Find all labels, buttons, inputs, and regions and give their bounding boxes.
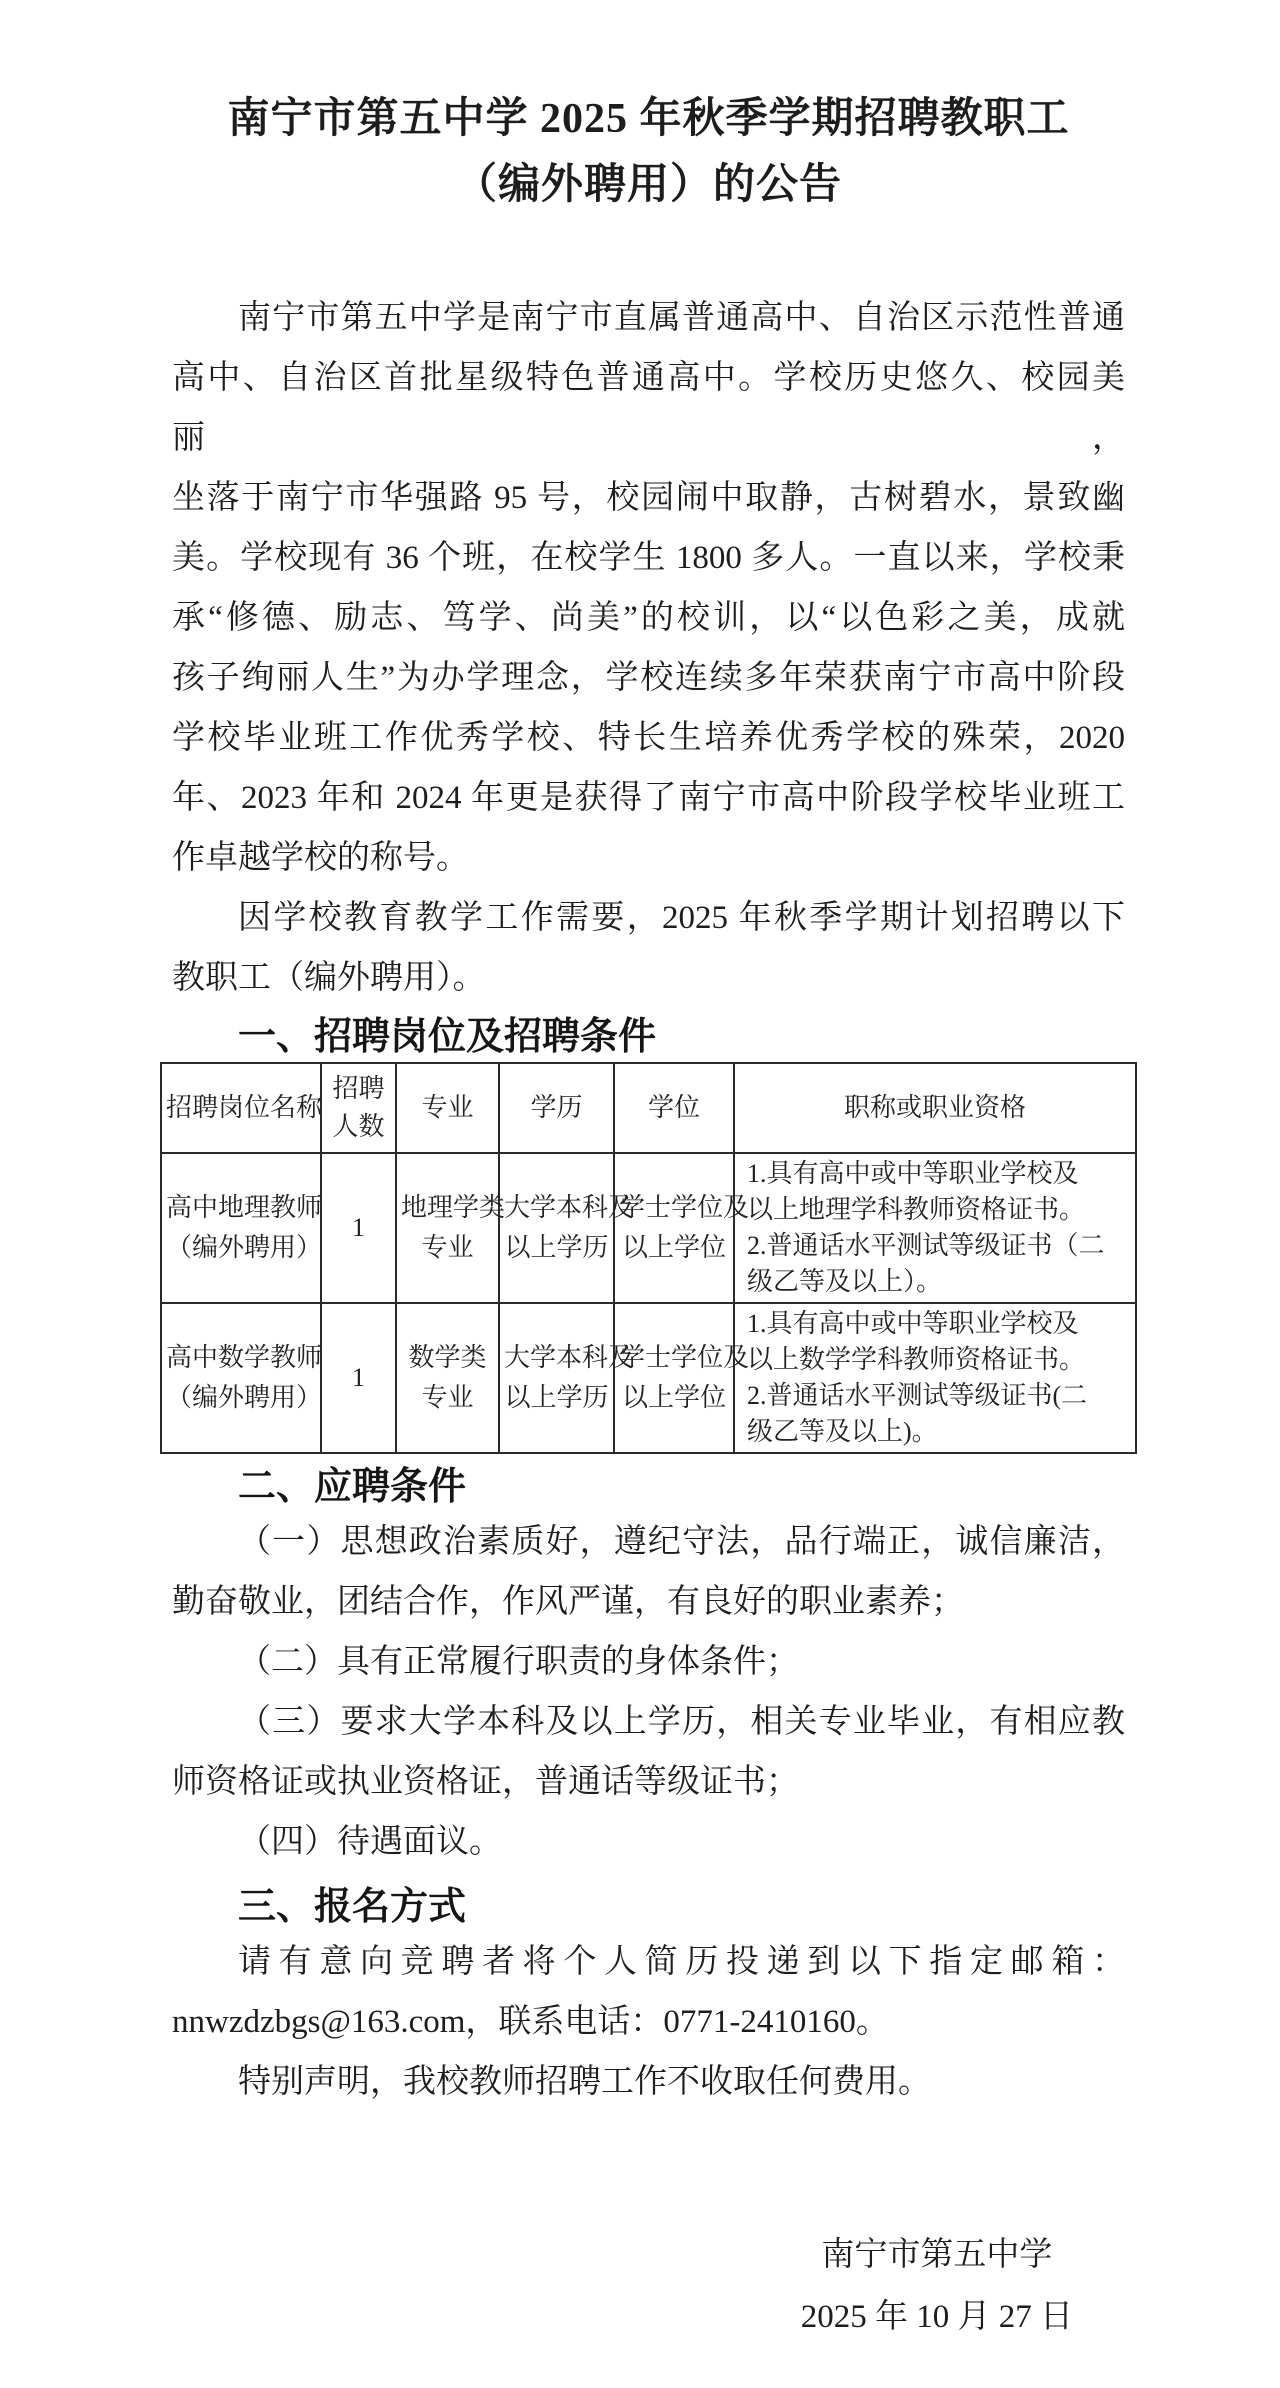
title-line-2: （编外聘用）的公告 bbox=[454, 162, 842, 208]
cell-position-name bbox=[161, 1153, 321, 1303]
text-line: 师资格证或执业资格证，普通话等级证书； bbox=[172, 1764, 799, 1800]
text-line: 因学校教育教学工作需要，2025 年秋季学期计划招聘以下 bbox=[238, 900, 1125, 936]
col-header-degree bbox=[614, 1063, 734, 1153]
text-line: 以上学位 bbox=[621, 1383, 726, 1412]
cell-degree bbox=[614, 1153, 750, 1303]
page-title bbox=[172, 86, 1125, 218]
text-line: nnwzdzbgs@163.com，联系电话：0771-2410160。 bbox=[172, 2004, 889, 2040]
text-line: 以上学历 bbox=[504, 1383, 609, 1412]
text-line: 专业 bbox=[421, 1383, 474, 1412]
col-header-headcount bbox=[321, 1063, 396, 1153]
section1-heading: 一、招聘岗位及招聘条件 bbox=[238, 1016, 657, 1058]
text-line: （编外聘用） bbox=[166, 1233, 323, 1262]
intro-paragraph-1 bbox=[172, 288, 1125, 888]
text-line: （二）具有正常履行职责的身体条件； bbox=[238, 1644, 799, 1680]
cell-education bbox=[499, 1153, 635, 1303]
text-line: 特别声明，我校教师招聘工作不收取任何费用。 bbox=[238, 2064, 931, 2100]
text-line: 承“修德、励志、笃学、尚美”的校训，以“以色彩之美，成就 bbox=[172, 600, 1125, 636]
signature-date: 2025 年 10 月 27 日 bbox=[800, 2299, 1073, 2335]
text-line: 学历 bbox=[530, 1093, 583, 1122]
cell-major bbox=[396, 1153, 506, 1303]
col-header-education bbox=[499, 1063, 614, 1153]
text-line: 学士学位及 bbox=[619, 1193, 750, 1222]
table-row-geography-teacher bbox=[161, 1153, 1136, 1303]
signature-organization: 南宁市第五中学 bbox=[821, 2237, 1053, 2273]
table-header-row bbox=[161, 1063, 1136, 1153]
disclaimer-paragraph bbox=[172, 2052, 1125, 2112]
intro-paragraph-2 bbox=[172, 888, 1125, 1008]
col-header-position-name bbox=[161, 1063, 321, 1153]
text-line: 级乙等及以上)。 bbox=[747, 1417, 938, 1446]
text-line: 孩子绚丽人生”为办学理念，学校连续多年荣获南宁市高中阶段 bbox=[172, 660, 1125, 696]
text-line: 美。学校现有 36 个班，在校学生 1800 多人。一直以来，学校秉 bbox=[172, 540, 1125, 576]
text-line: 学校毕业班工作优秀学校、特长生培养优秀学校的殊荣，2020 bbox=[172, 720, 1125, 756]
text-line: 2.普通话水平测试等级证书(二 bbox=[747, 1381, 1088, 1410]
text-line: 1.具有高中或中等职业学校及 bbox=[747, 1159, 1079, 1188]
title-line-1: 南宁市第五中学 2025 年秋季学期招聘教职工 bbox=[227, 96, 1070, 142]
section2-heading: 二、应聘条件 bbox=[238, 1466, 467, 1508]
text-line: 以上学位 bbox=[621, 1233, 726, 1262]
text-line: 1.具有高中或中等职业学校及 bbox=[747, 1309, 1079, 1338]
text-line: 高中地理教师 bbox=[166, 1193, 323, 1222]
text-line: 大学本科及 bbox=[504, 1343, 635, 1372]
cell-degree bbox=[614, 1303, 750, 1453]
col-header-qualification bbox=[734, 1063, 1136, 1153]
condition-item-1 bbox=[172, 1512, 1125, 1632]
condition-item-3 bbox=[172, 1692, 1125, 1812]
text-line: （三）要求大学本科及以上学历，相关专业毕业，有相应教 bbox=[238, 1704, 1125, 1740]
recruitment-table bbox=[160, 1062, 1137, 1454]
text-line: 以上学历 bbox=[504, 1233, 609, 1262]
text-line: 招聘 bbox=[332, 1074, 385, 1103]
col-header-major bbox=[396, 1063, 499, 1153]
cell-major bbox=[396, 1303, 499, 1453]
text-line: 学士学位及 bbox=[619, 1343, 750, 1372]
condition-item-4 bbox=[172, 1812, 1125, 1872]
text-line: 坐落于南宁市华强路 95 号，校园闹中取静，古树碧水，景致幽 bbox=[172, 480, 1125, 516]
text-line: 南宁市第五中学是南宁市直属普通高中、自治区示范性普通 bbox=[238, 300, 1125, 336]
condition-item-2 bbox=[172, 1632, 1125, 1692]
text-line: 专业 bbox=[421, 1233, 474, 1262]
text-line: 作卓越学校的称号。 bbox=[172, 840, 469, 876]
section3-heading: 三、报名方式 bbox=[238, 1886, 467, 1928]
text-line: （一）思想政治素质好，遵纪守法，品行端正，诚信廉洁， bbox=[238, 1524, 1125, 1560]
text-line: 数学类 bbox=[408, 1343, 487, 1372]
text-line: 年、2023 年和 2024 年更是获得了南宁市高中阶段学校毕业班工 bbox=[172, 780, 1125, 816]
application-paragraph bbox=[172, 1932, 1125, 2052]
text-line: 职称或职业资格 bbox=[843, 1093, 1026, 1122]
text-line: 学位 bbox=[647, 1093, 700, 1122]
table-row-math-teacher bbox=[161, 1303, 1136, 1453]
cell-education bbox=[499, 1303, 635, 1453]
text-line: 教职工（编外聘用）。 bbox=[172, 960, 486, 996]
cell-qualification bbox=[734, 1153, 1136, 1303]
text-line: 高中、自治区首批星级特色普通高中。学校历史悠久、校园美丽， bbox=[172, 360, 1125, 456]
text-line: （四）待遇面议。 bbox=[238, 1824, 502, 1860]
text-line: 2.普通话水平测试等级证书（二 bbox=[747, 1231, 1105, 1260]
text-line: 1 bbox=[352, 1213, 365, 1242]
cell-headcount bbox=[321, 1153, 396, 1303]
text-line: 大学本科及 bbox=[504, 1193, 635, 1222]
cell-headcount bbox=[321, 1303, 396, 1453]
text-line: 以上地理学科教师资格证书。 bbox=[747, 1195, 1086, 1224]
signature-block bbox=[801, 2224, 1073, 2348]
cell-position-name bbox=[161, 1303, 321, 1453]
text-line: 1 bbox=[352, 1363, 365, 1392]
text-line: （编外聘用） bbox=[166, 1383, 323, 1412]
text-line: 以上数学学科教师资格证书。 bbox=[747, 1345, 1086, 1374]
text-line: 人数 bbox=[332, 1112, 385, 1141]
cell-qualification bbox=[734, 1303, 1136, 1453]
text-line: 招聘岗位名称 bbox=[166, 1093, 323, 1122]
text-line: 专业 bbox=[421, 1093, 474, 1122]
text-line: 勤奋敬业，团结合作，作风严谨，有良好的职业素养； bbox=[172, 1584, 964, 1620]
text-line: 地理学类 bbox=[401, 1193, 506, 1222]
text-line: 请有意向竞聘者将个人简历投递到以下指定邮箱： bbox=[238, 1944, 1125, 1980]
text-line: 高中数学教师 bbox=[166, 1343, 323, 1372]
text-line: 级乙等及以上）。 bbox=[747, 1267, 943, 1296]
